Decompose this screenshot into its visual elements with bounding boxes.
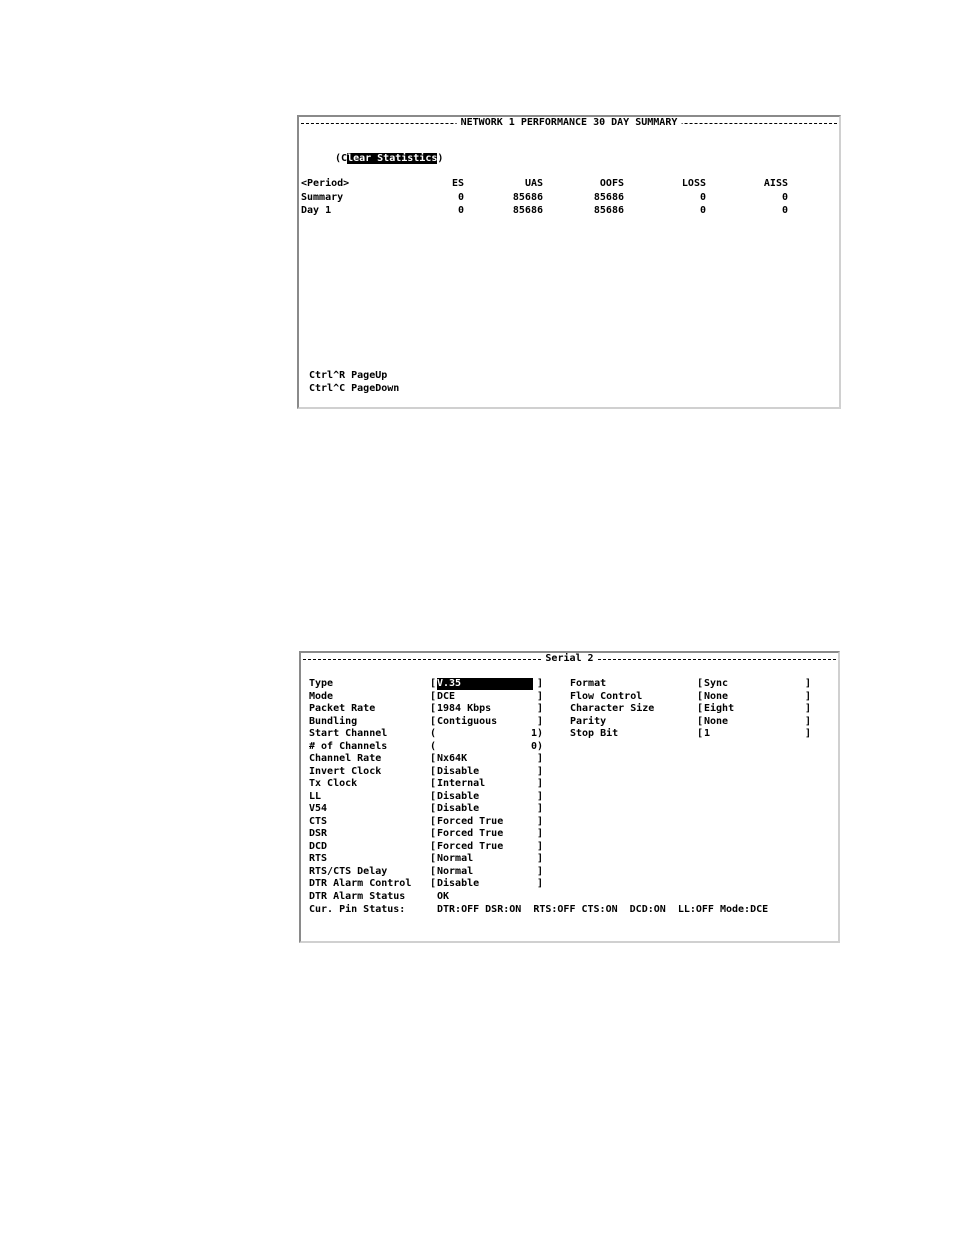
field-open-bracket: [ xyxy=(430,803,437,814)
field-open-bracket: [ xyxy=(430,865,437,877)
field-close-bracket: ] xyxy=(537,815,544,827)
field-value-stop-bit[interactable]: 1 xyxy=(704,728,711,739)
table-cell: 0 xyxy=(781,192,788,203)
field-label-ll: LL xyxy=(309,790,322,802)
field-close-bracket: ] xyxy=(537,853,544,864)
field-close-bracket: ] xyxy=(537,765,544,777)
pin-status-value: DTR:OFF DSR:ON RTS:OFF CTS:ON DCD:ON LL:OFF Mode:DCE xyxy=(437,904,769,915)
column-header-oofs: OOFS xyxy=(599,178,624,189)
field-close-bracket: ] xyxy=(537,703,544,714)
field-close-bracket: ) xyxy=(537,740,544,752)
selected-field-highlight: V.35 xyxy=(437,678,533,690)
dtr-alarm-status-label: DTR Alarm Status xyxy=(309,891,406,902)
column-header-es: ES xyxy=(451,178,464,189)
column-header-aiss: AISS xyxy=(763,178,788,189)
field-value-flow-control[interactable]: None xyxy=(704,690,729,702)
field-open-bracket: [ xyxy=(430,840,437,852)
performance-title: NETWORK 1 PERFORMANCE 30 DAY SUMMARY xyxy=(457,117,682,129)
field-value-cts[interactable]: Forced True xyxy=(437,815,504,827)
field-open-bracket: [ xyxy=(697,678,704,689)
field-value-of-channels[interactable]: 0 xyxy=(530,740,537,752)
field-value-invert-clock[interactable]: Disable xyxy=(437,765,480,777)
serial-title: Serial 2 xyxy=(541,653,597,665)
table-cell: 85686 xyxy=(512,205,543,216)
field-close-bracket: ] xyxy=(537,678,544,689)
clear-statistics-label: lear Statistics xyxy=(347,153,438,164)
dtr-alarm-status-value: OK xyxy=(437,891,450,902)
field-close-bracket: ] xyxy=(805,703,812,714)
field-value-mode[interactable]: DCE xyxy=(437,690,456,702)
field-label-rts: RTS xyxy=(309,853,328,864)
field-value-rts-cts-delay[interactable]: Normal xyxy=(437,865,474,877)
field-value-tx-clock[interactable]: Internal xyxy=(437,778,486,789)
field-value-dtr-alarm-control[interactable]: Disable xyxy=(437,878,480,889)
field-value-channel-rate[interactable]: Nx64K xyxy=(437,753,468,764)
field-open-bracket: [ xyxy=(430,678,437,689)
field-open-bracket: [ xyxy=(697,690,704,702)
field-value-format[interactable]: Sync xyxy=(704,678,729,689)
field-open-bracket: [ xyxy=(430,828,437,839)
field-open-bracket: [ xyxy=(430,703,437,714)
field-label-channel-rate: Channel Rate xyxy=(309,753,382,764)
field-label-start-channel: Start Channel xyxy=(309,728,388,739)
serial-title-bar xyxy=(303,653,836,665)
field-open-bracket: [ xyxy=(430,815,437,827)
field-value-dsr[interactable]: Forced True xyxy=(437,828,504,839)
field-open-bracket: [ xyxy=(430,715,437,727)
clear-close-paren: ) xyxy=(437,153,444,164)
field-value-packet-rate[interactable]: 1984 Kbps xyxy=(437,703,492,714)
table-cell: 0 xyxy=(699,205,706,216)
clear-statistics-button[interactable] xyxy=(335,153,443,165)
field-close-bracket: ] xyxy=(537,690,544,702)
field-value-parity[interactable]: None xyxy=(704,715,729,727)
page-up-hint: Ctrl^R PageUp xyxy=(309,370,388,381)
field-close-bracket: ) xyxy=(537,728,544,739)
field-close-bracket: ] xyxy=(805,728,812,739)
field-label-bundling: Bundling xyxy=(309,715,358,727)
column-header-uas: UAS xyxy=(524,178,543,189)
field-open-bracket: [ xyxy=(430,753,437,764)
field-label-flow-control: Flow Control xyxy=(570,690,643,702)
field-close-bracket: ] xyxy=(537,753,544,764)
table-cell: 0 xyxy=(699,192,706,203)
field-value-ll[interactable]: Disable xyxy=(437,790,480,802)
field-close-bracket: ] xyxy=(537,778,544,789)
column-header-period: <Period> xyxy=(301,178,350,189)
table-cell: 85686 xyxy=(593,192,624,203)
field-label-tx-clock: Tx Clock xyxy=(309,778,358,789)
field-open-bracket: [ xyxy=(430,853,437,864)
field-label-v54: V54 xyxy=(309,803,328,814)
table-cell: 85686 xyxy=(593,205,624,216)
field-label-stop-bit: Stop Bit xyxy=(570,728,619,739)
field-value-type[interactable] xyxy=(437,678,533,690)
field-label-dtr-alarm-control: DTR Alarm Control xyxy=(309,878,412,889)
table-cell: 0 xyxy=(781,205,788,216)
table-cell: 0 xyxy=(457,205,464,216)
field-label-cts: CTS xyxy=(309,815,328,827)
field-value-start-channel[interactable]: 1 xyxy=(530,728,537,739)
field-open-bracket: [ xyxy=(430,765,437,777)
field-value-rts[interactable]: Normal xyxy=(437,853,474,864)
field-label-dsr: DSR xyxy=(309,828,328,839)
clear-open-paren: ( xyxy=(335,153,342,164)
field-close-bracket: ] xyxy=(537,790,544,802)
field-label-character-size: Character Size xyxy=(570,703,655,714)
serial-screen xyxy=(299,651,840,943)
field-close-bracket: ] xyxy=(805,690,812,702)
field-close-bracket: ] xyxy=(805,715,812,727)
pin-status-label: Cur. Pin Status: xyxy=(309,904,406,915)
field-open-bracket: [ xyxy=(430,778,437,789)
field-label-parity: Parity xyxy=(570,715,607,727)
field-close-bracket: ] xyxy=(537,840,544,852)
performance-screen xyxy=(297,115,841,409)
field-open-bracket: [ xyxy=(430,690,437,702)
field-close-bracket: ] xyxy=(805,678,812,689)
table-row-period: Day 1 xyxy=(301,205,332,216)
field-label-mode: Mode xyxy=(309,690,334,702)
field-label-type: Type xyxy=(309,678,334,689)
table-cell: 85686 xyxy=(512,192,543,203)
field-label-of-channels: # of Channels xyxy=(309,740,388,752)
field-close-bracket: ] xyxy=(537,715,544,727)
field-close-bracket: ] xyxy=(537,878,544,889)
field-value-bundling[interactable]: Contiguous xyxy=(437,715,498,727)
field-label-packet-rate: Packet Rate xyxy=(309,703,376,714)
field-open-bracket: [ xyxy=(430,790,437,802)
table-cell: 0 xyxy=(457,192,464,203)
page-down-hint: Ctrl^C PageDown xyxy=(309,383,400,394)
field-label-format: Format xyxy=(570,678,607,689)
field-open-bracket: [ xyxy=(697,703,704,714)
field-close-bracket: ] xyxy=(537,828,544,839)
field-value-dcd[interactable]: Forced True xyxy=(437,840,504,852)
field-open-bracket: [ xyxy=(430,878,437,889)
performance-title-bar xyxy=(301,117,837,129)
clear-first-letter: C xyxy=(341,153,348,164)
field-label-dcd: DCD xyxy=(309,840,328,852)
table-row-period: Summary xyxy=(301,192,344,203)
field-open-bracket: [ xyxy=(697,715,704,727)
field-value-v54[interactable]: Disable xyxy=(437,803,480,814)
field-open-bracket: ( xyxy=(430,740,437,752)
field-open-bracket: ( xyxy=(430,728,437,739)
field-label-rts-cts-delay: RTS/CTS Delay xyxy=(309,865,388,877)
field-close-bracket: ] xyxy=(537,803,544,814)
field-value-character-size[interactable]: Eight xyxy=(704,703,735,714)
field-label-invert-clock: Invert Clock xyxy=(309,765,382,777)
field-close-bracket: ] xyxy=(537,865,544,877)
column-header-loss: LOSS xyxy=(681,178,706,189)
field-open-bracket: [ xyxy=(697,728,704,739)
